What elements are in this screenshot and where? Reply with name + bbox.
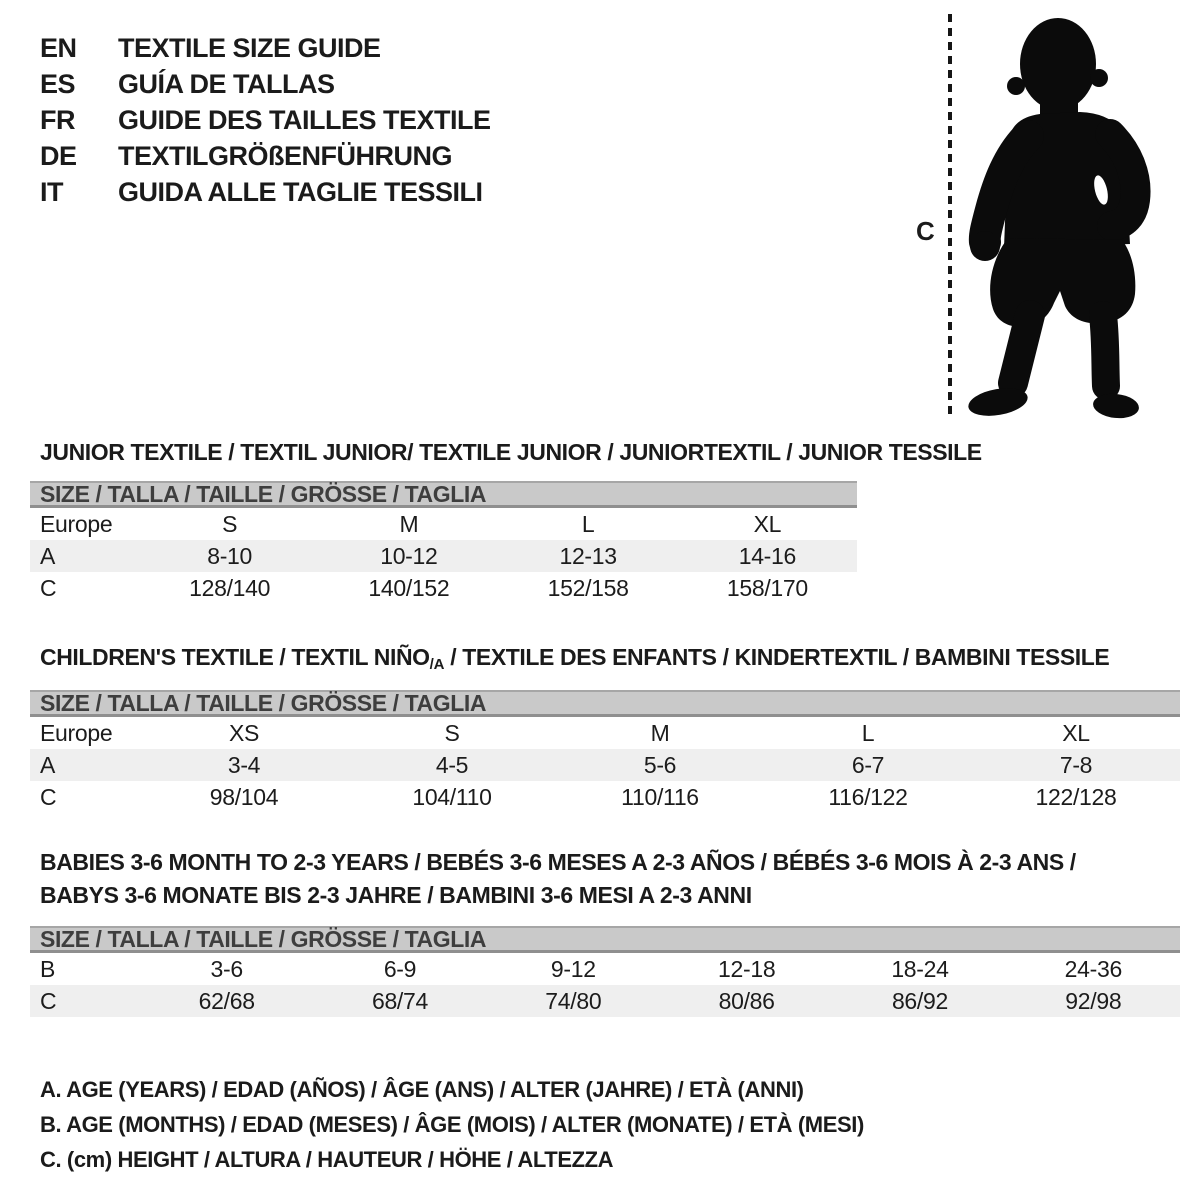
table-cell: 6-7 [851, 751, 885, 778]
table-row [30, 508, 857, 540]
table-row [30, 985, 1180, 1017]
table-cell: 68/74 [371, 987, 429, 1014]
legend-line-a: A. AGE (YEARS) / EDAD (AÑOS) / ÂGE (ANS) / ALTER (JAHRE) / ETÀ (ANNI) [40, 1077, 804, 1102]
language-row [40, 66, 491, 102]
language-code: FR [40, 105, 75, 135]
guide-title: GUÍA DE TALLAS [118, 69, 335, 99]
table-cell: 9-12 [550, 955, 596, 982]
legend-line-c: C. (cm) HEIGHT / ALTURA / HAUTEUR / HÖHE / ALTEZZA [40, 1147, 614, 1172]
height-measure-label: C [916, 216, 935, 246]
measure-legend [40, 1072, 864, 1177]
table-cell: 12-13 [559, 542, 617, 569]
table-cell: 110/116 [621, 783, 699, 810]
legend-line-b: B. AGE (MONTHS) / EDAD (MESES) / ÂGE (MOIS) / ALTER (MONATE) / ETÀ (MESI) [40, 1112, 864, 1137]
table-cell: 140/152 [368, 574, 450, 601]
guide-title: TEXTILE SIZE GUIDE [118, 33, 381, 63]
table-row [30, 781, 1180, 813]
table-row [30, 540, 857, 572]
table-cell: 116/122 [828, 783, 908, 810]
table-cell: 7-8 [1059, 751, 1093, 778]
table-cell: XS [228, 719, 260, 746]
table-cell: S [222, 510, 238, 537]
table-cell: L [581, 510, 595, 537]
junior-table-body [30, 508, 857, 604]
size-header-bar: SIZE / TALLA / TAILLE / GRÖSSE / TAGLIA [30, 926, 1180, 953]
table-cell: 5-6 [643, 751, 677, 778]
guide-title: GUIDA ALLE TAGLIE TESSILI [118, 177, 483, 207]
table-cell: XL [1062, 719, 1090, 746]
table-cell: 3-4 [227, 751, 261, 778]
language-row [40, 30, 491, 66]
junior-size-table [30, 481, 857, 604]
row-label: Europe [40, 719, 113, 746]
table-cell: 24-36 [1064, 955, 1122, 982]
size-header-bar: SIZE / TALLA / TAILLE / GRÖSSE / TAGLIA [30, 481, 857, 508]
guide-title: GUIDE DES TAILLES TEXTILE [118, 105, 491, 135]
children-title-text: CHILDREN'S TEXTILE / TEXTIL NIÑO [40, 644, 430, 670]
children-size-table [30, 690, 1180, 813]
table-cell: L [861, 719, 875, 746]
table-cell: 10-12 [380, 542, 438, 569]
table-cell: S [444, 719, 460, 746]
children-table-body [30, 717, 1180, 813]
size-header-bar: SIZE / TALLA / TAILLE / GRÖSSE / TAGLIA [30, 690, 1180, 717]
junior-section-title: JUNIOR TEXTILE / TEXTIL JUNIOR/ TEXTILE JUNIOR / JUNIORTEXTIL / JUNIOR TESSILE [40, 439, 982, 465]
table-cell: 3-6 [210, 955, 243, 982]
language-code: DE [40, 141, 77, 171]
row-label: C [40, 574, 57, 601]
row-label: A [40, 542, 56, 569]
babies-section-title [40, 846, 1076, 912]
table-row [30, 953, 1180, 985]
language-row [40, 138, 491, 174]
table-row [30, 717, 1180, 749]
table-cell: 74/80 [545, 987, 602, 1014]
babies-table-body [30, 953, 1180, 1017]
table-cell: XL [753, 510, 782, 537]
guide-title: TEXTILGRÖßENFÜHRUNG [118, 141, 452, 171]
table-cell: M [650, 719, 670, 746]
table-cell: 6-9 [383, 955, 417, 982]
table-cell: 80/86 [718, 987, 775, 1014]
toddler-silhouette-icon [952, 12, 1192, 420]
table-cell: 14-16 [738, 542, 797, 569]
table-cell: 86/92 [891, 987, 948, 1014]
table-cell: 104/110 [412, 783, 492, 810]
language-code: EN [40, 33, 77, 63]
language-code: ES [40, 69, 76, 99]
language-row [40, 102, 491, 138]
babies-title-line2: BABYS 3-6 MONATE BIS 2-3 JAHRE / BAMBINI 3-6 MESI A 2-3 ANNI [40, 882, 752, 908]
table-cell: 62/68 [198, 987, 255, 1014]
table-cell: 18-24 [891, 955, 949, 982]
babies-size-table [30, 926, 1180, 1017]
table-cell: 122/128 [1035, 783, 1117, 810]
row-label: B [40, 955, 56, 982]
table-cell: 158/170 [726, 574, 808, 601]
table-cell: 8-10 [207, 542, 253, 569]
table-cell: 98/104 [209, 783, 279, 810]
language-title-list [40, 30, 491, 210]
children-title-text: / TEXTILE DES ENFANTS / KINDERTEXTIL / BAMBINI TESSILE [444, 644, 1110, 670]
row-label: C [40, 987, 57, 1014]
row-label: C [40, 783, 57, 810]
table-row [30, 749, 1180, 781]
children-section-title [40, 641, 1109, 681]
table-cell: 92/98 [1065, 987, 1122, 1014]
row-label: Europe [40, 510, 113, 537]
row-label: A [40, 751, 56, 778]
table-cell: 128/140 [189, 574, 271, 601]
table-row [30, 572, 857, 604]
table-cell: 4-5 [435, 751, 469, 778]
babies-title-line1: BABIES 3-6 MONTH TO 2-3 YEARS / BEBÉS 3-6 MESES A 2-3 AÑOS / BÉBÉS 3-6 MOIS À 2-3 ANS / [40, 849, 1076, 875]
table-cell: 12-18 [717, 955, 776, 982]
table-cell: M [399, 510, 419, 537]
language-code: IT [40, 177, 63, 207]
children-title-subscript: /A [429, 656, 445, 673]
language-row [40, 174, 491, 210]
table-cell: 152/158 [547, 574, 629, 601]
